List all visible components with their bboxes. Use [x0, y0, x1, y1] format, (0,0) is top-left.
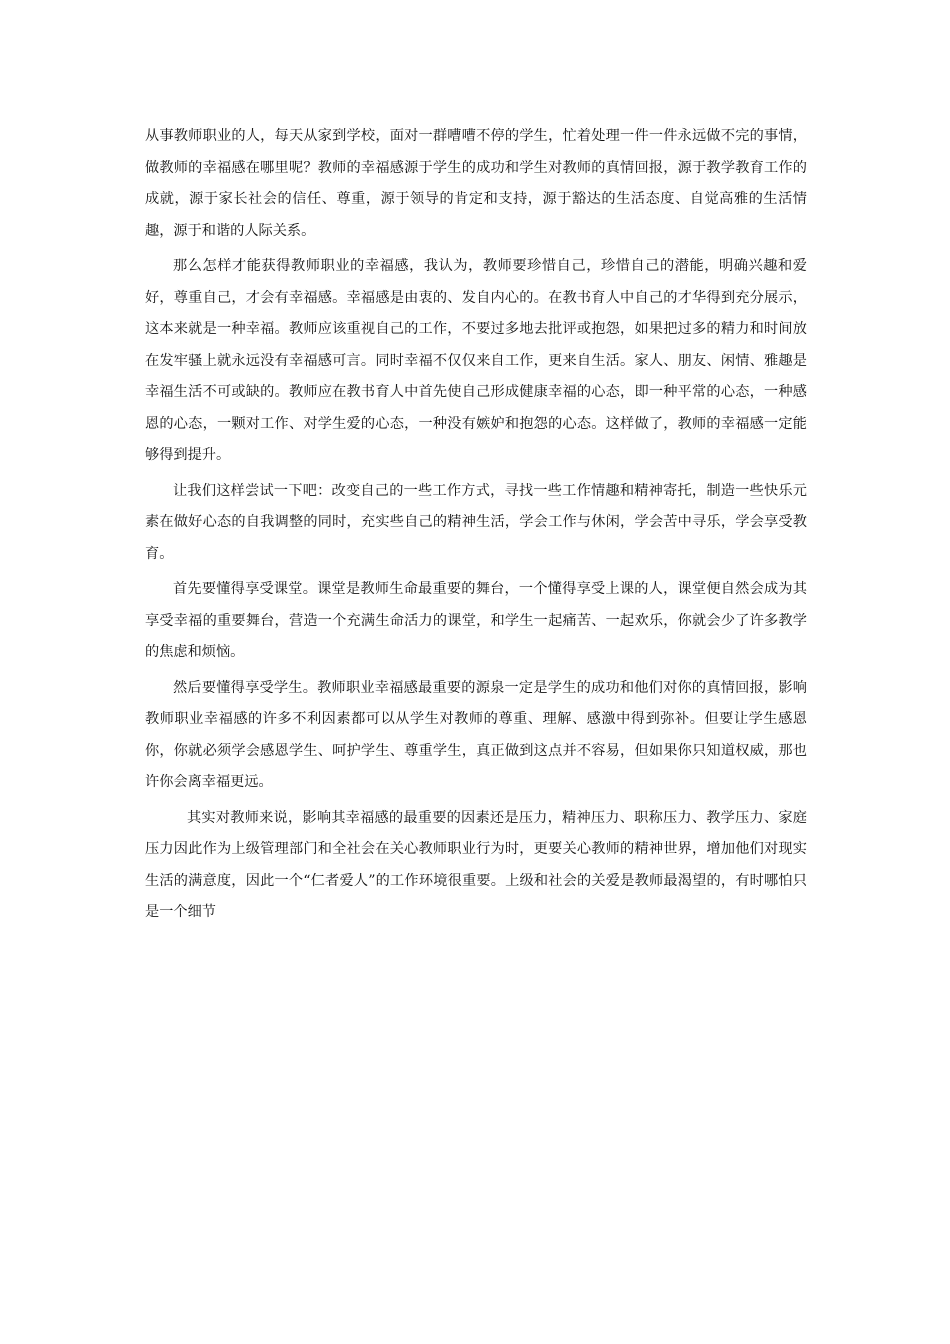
paragraph-enjoy-classroom: 首先要懂得享受课堂。课堂是教师生命最重要的舞台，一个懂得享受上课的人，课堂便自然会成为其享受幸福的重要舞台，营造一个充满生命活力的课堂，和学生一起痛苦、一起欢乐，你就会少了许多教学的焦虑和烦恼。 [145, 581, 807, 660]
paragraph-enjoy-students: 然后要懂得享受学生。教师职业幸福感最重要的源泉一定是学生的成功和他们对你的真情回报，影响教师职业幸福感的许多不利因素都可以从学生对教师的尊重、理解、感激中得到弥补。但要让学生感恩你，你就必须学会感恩学生、呵护学生、尊重学生，真正做到这点并不容易，但如果你只知道权威，那也许你会离幸福更远。 [145, 679, 807, 790]
document-body [145, 121, 807, 933]
paragraph-pressure: 其实对教师来说，影响其幸福感的最重要的因素还是压力，精神压力、职称压力、教学压力、家庭压力因此作为上级管理部门和全社会在关心教师职业行为时，更要关心教师的精神世界，增加他们对现实生活的满意度，因此一个“仁者爱人”的工作环境很重要。上级和社会的关爱是教师最渴望的，有时哪怕只是一个细节 [145, 809, 807, 920]
paragraph-how-to-gain-happiness: 那么怎样才能获得教师职业的幸福感，我认为，教师要珍惜自己，珍惜自己的潜能，明确兴趣和爱好，尊重自己，才会有幸福感。幸福感是由衷的、发自内心的。在教书育人中自己的才华得到充分展示，这本来就是一种幸福。教师应该重视自己的工作，不要过多地去批评或抱怨，如果把过多的精力和时间放在发牢骚上就永远没有幸福感可言。同时幸福不仅仅来自工作，更来自生活。家人、朋友、闲情、雅趣是幸福生活不可或缺的。教师应在教书育人中首先使自己形成健康幸福的心态，即一种平常的心态，一种感恩的心态，一颗对工作、对学生爱的心态，一种没有嫉妒和抱怨的心态。这样做了，教师的幸福感一定能够得到提升。 [145, 258, 807, 463]
paragraph-intro: 从事教师职业的人，每天从家到学校，面对一群嘈嘈不停的学生，忙着处理一件一件永远做不完的事情，做教师的幸福感在哪里呢？教师的幸福感源于学生的成功和学生对教师的真情回报，源于教学教育工作的成就，源于家长社会的信任、尊重，源于领导的肯定和支持，源于豁达的生活态度、自觉高雅的生活情趣，源于和谐的人际关系。 [145, 128, 807, 239]
paragraph-try-changes: 让我们这样尝试一下吧：改变自己的一些工作方式，寻找一些工作情趣和精神寄托，制造一些快乐元素在做好心态的自我调整的同时，充实些自己的精神生活，学会工作与休闲，学会苦中寻乐，学会享受教育。 [145, 482, 807, 562]
